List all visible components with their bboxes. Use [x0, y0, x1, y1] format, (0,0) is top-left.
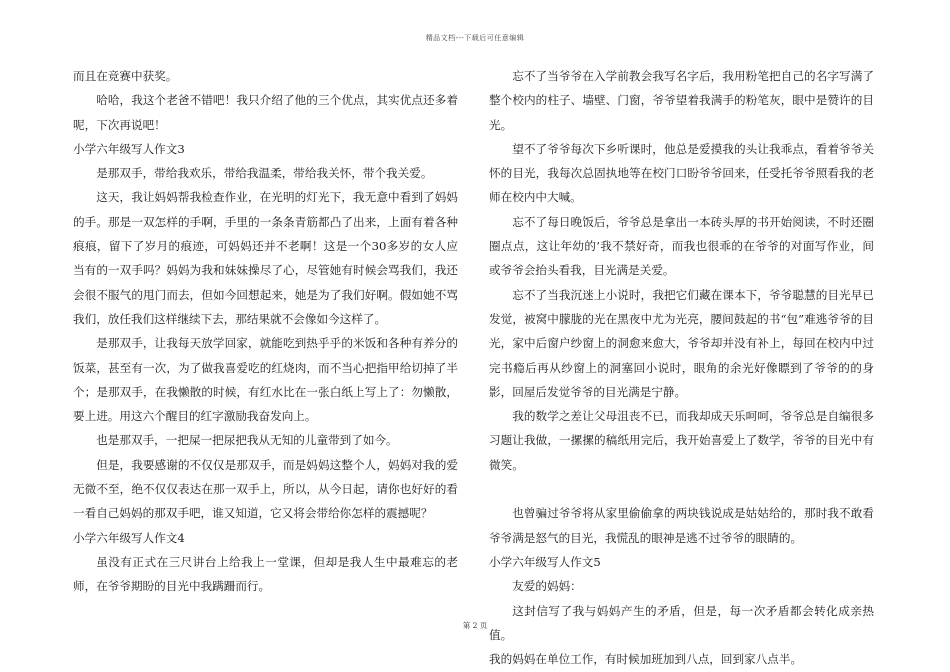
- paragraph: 我的妈妈在单位工作，有时候加班加到八点，回到家八点半。: [489, 652, 803, 667]
- paragraph: 虽没有正式在三尺讲台上给我上一堂课，但却是我人生中最难忘的老师，在爷爷期盼的目光中我蹒跚而行。: [73, 554, 458, 594]
- paragraph: 是那双手，让我每天放学回家，就能吃到热乎乎的米饭和各种有养分的饭菜，甚至有一次，为了做我喜爱吃的红烧肉，而不当心把指甲给切掉了半个；是那双手，在我懒散的时候，有红水比在一张白纸上写上了：勿懒散，要上进。用这六个醒目的红字激励我奋发向上。: [73, 336, 458, 424]
- paragraph: 而且在竞赛中获奖。: [73, 69, 178, 83]
- paragraph: 但是，我要感谢的不仅仅是那双手，而是妈妈这整个人，妈妈对我的爱无微不至，绝不仅仅表达在那一双手上，所以，从今日起，请你也好好的看一看自己妈妈的那双手吧，谁又知道，它又将会带给你怎样的震撼呢？: [73, 457, 458, 521]
- paragraph: 哈哈，我这个老爸不错吧！我只介绍了他的三个优点，其实优点还多着呢，下次再说吧！: [73, 93, 458, 132]
- section-heading: 小学六年级写人作文4: [73, 530, 185, 545]
- paragraph: 忘不了当爷爷在入学前教会我写名字后，我用粉笔把自己的名字写满了整个校内的柱子、墙壁、门窗，爷爷望着我满手的粉笔灰，眼中是赞许的目光。: [489, 69, 874, 132]
- right-column: [489, 64, 874, 671]
- paragraph: 也曾骗过爷爷将从家里偷偷拿的两块钱说成是姑姑给的，那时我不敢看爷爷满是怒气的目光，我慌乱的眼神是逃不过爷爷的眼睛的。: [489, 506, 874, 545]
- paragraph: 忘不了每日晚饭后，爷爷总是拿出一本砖头厚的书开始阅读，不时还圈圈点点，这让年幼的’我不禁好奇，而我也很乖的在爷爷的对面写作业，间或爷爷会抬头看我，目光满是关爱。: [489, 214, 874, 278]
- paragraph: 望不了爷爷每次下乡听课时，他总是爱摸我的头让我乖点，看着爷爷关怀的目光，我每次总固执地等在校门口盼爷爷回来，任受托爷爷照看我的老师在校内中大喊。: [489, 141, 874, 205]
- section-heading: 小学六年级写人作文3: [73, 141, 185, 156]
- paragraph: 也是那双手，一把屎一把尿把我从无知的儿童带到了如今。: [96, 433, 398, 448]
- page-number: 第 2 页: [462, 621, 488, 630]
- paragraph: 这封信写了我与妈妈产生的矛盾，但是，每一次矛盾都会转化成亲热值。: [489, 603, 874, 642]
- paragraph: 这天，我让妈妈帮我检查作业，在光明的灯光下，我无意中看到了妈妈的手。那是一双怎样的手啊，手里的一条条青筋都凸了出来，上面有着各种痕痕，留下了岁月的痕迹，可妈妈还并不老啊！这是一个30多岁的女人应当有的一双手吗？妈妈为我和妹妹操尽了心，尽管她有时候会骂我们，我还会很不服气的甩门而去，但如今回想起来，她是为了我们好啊。假如她不骂我们，放任我们这样继续下去，那结果就不会像如今这样了。: [73, 190, 458, 326]
- section-heading: 小学六年级写人作文5: [489, 554, 601, 569]
- paragraph: 友爱的妈妈：: [512, 579, 582, 594]
- left-column: [73, 64, 458, 599]
- paragraph: 是那双手，带给我欢乐，带给我温柔，带给我关怀，带个我关爱。: [96, 166, 433, 181]
- paragraph: 我的数学之差让父母沮丧不已，而我却成天乐呵呵，爷爷总是自编很多习题让我做，一摞摞的稿纸用完后，我开始喜爱上了数学，爷爷的目光中有微笑。: [489, 409, 874, 472]
- paragraph: 忘不了当我沉迷上小说时，我把它们藏在课本下，爷爷聪慧的目光早已发觉，被窝中朦胧的光在黑夜中尤为光亮，腰间鼓起的书“包”难逃爷爷的目光，家中后窗户纱窗上的洞愈来愈大，爷爷却并没有补上，每回在校内中过完书瘾后再从纱窗上的洞塞回小说时，眼角的余光好像瞟到了爷爷的的身影，回屋后发觉爷爷的目光满是宁静。: [489, 287, 874, 399]
- page-header: 精品文档---下载后可任意编辑: [425, 34, 525, 42]
- blank-line: [489, 477, 874, 501]
